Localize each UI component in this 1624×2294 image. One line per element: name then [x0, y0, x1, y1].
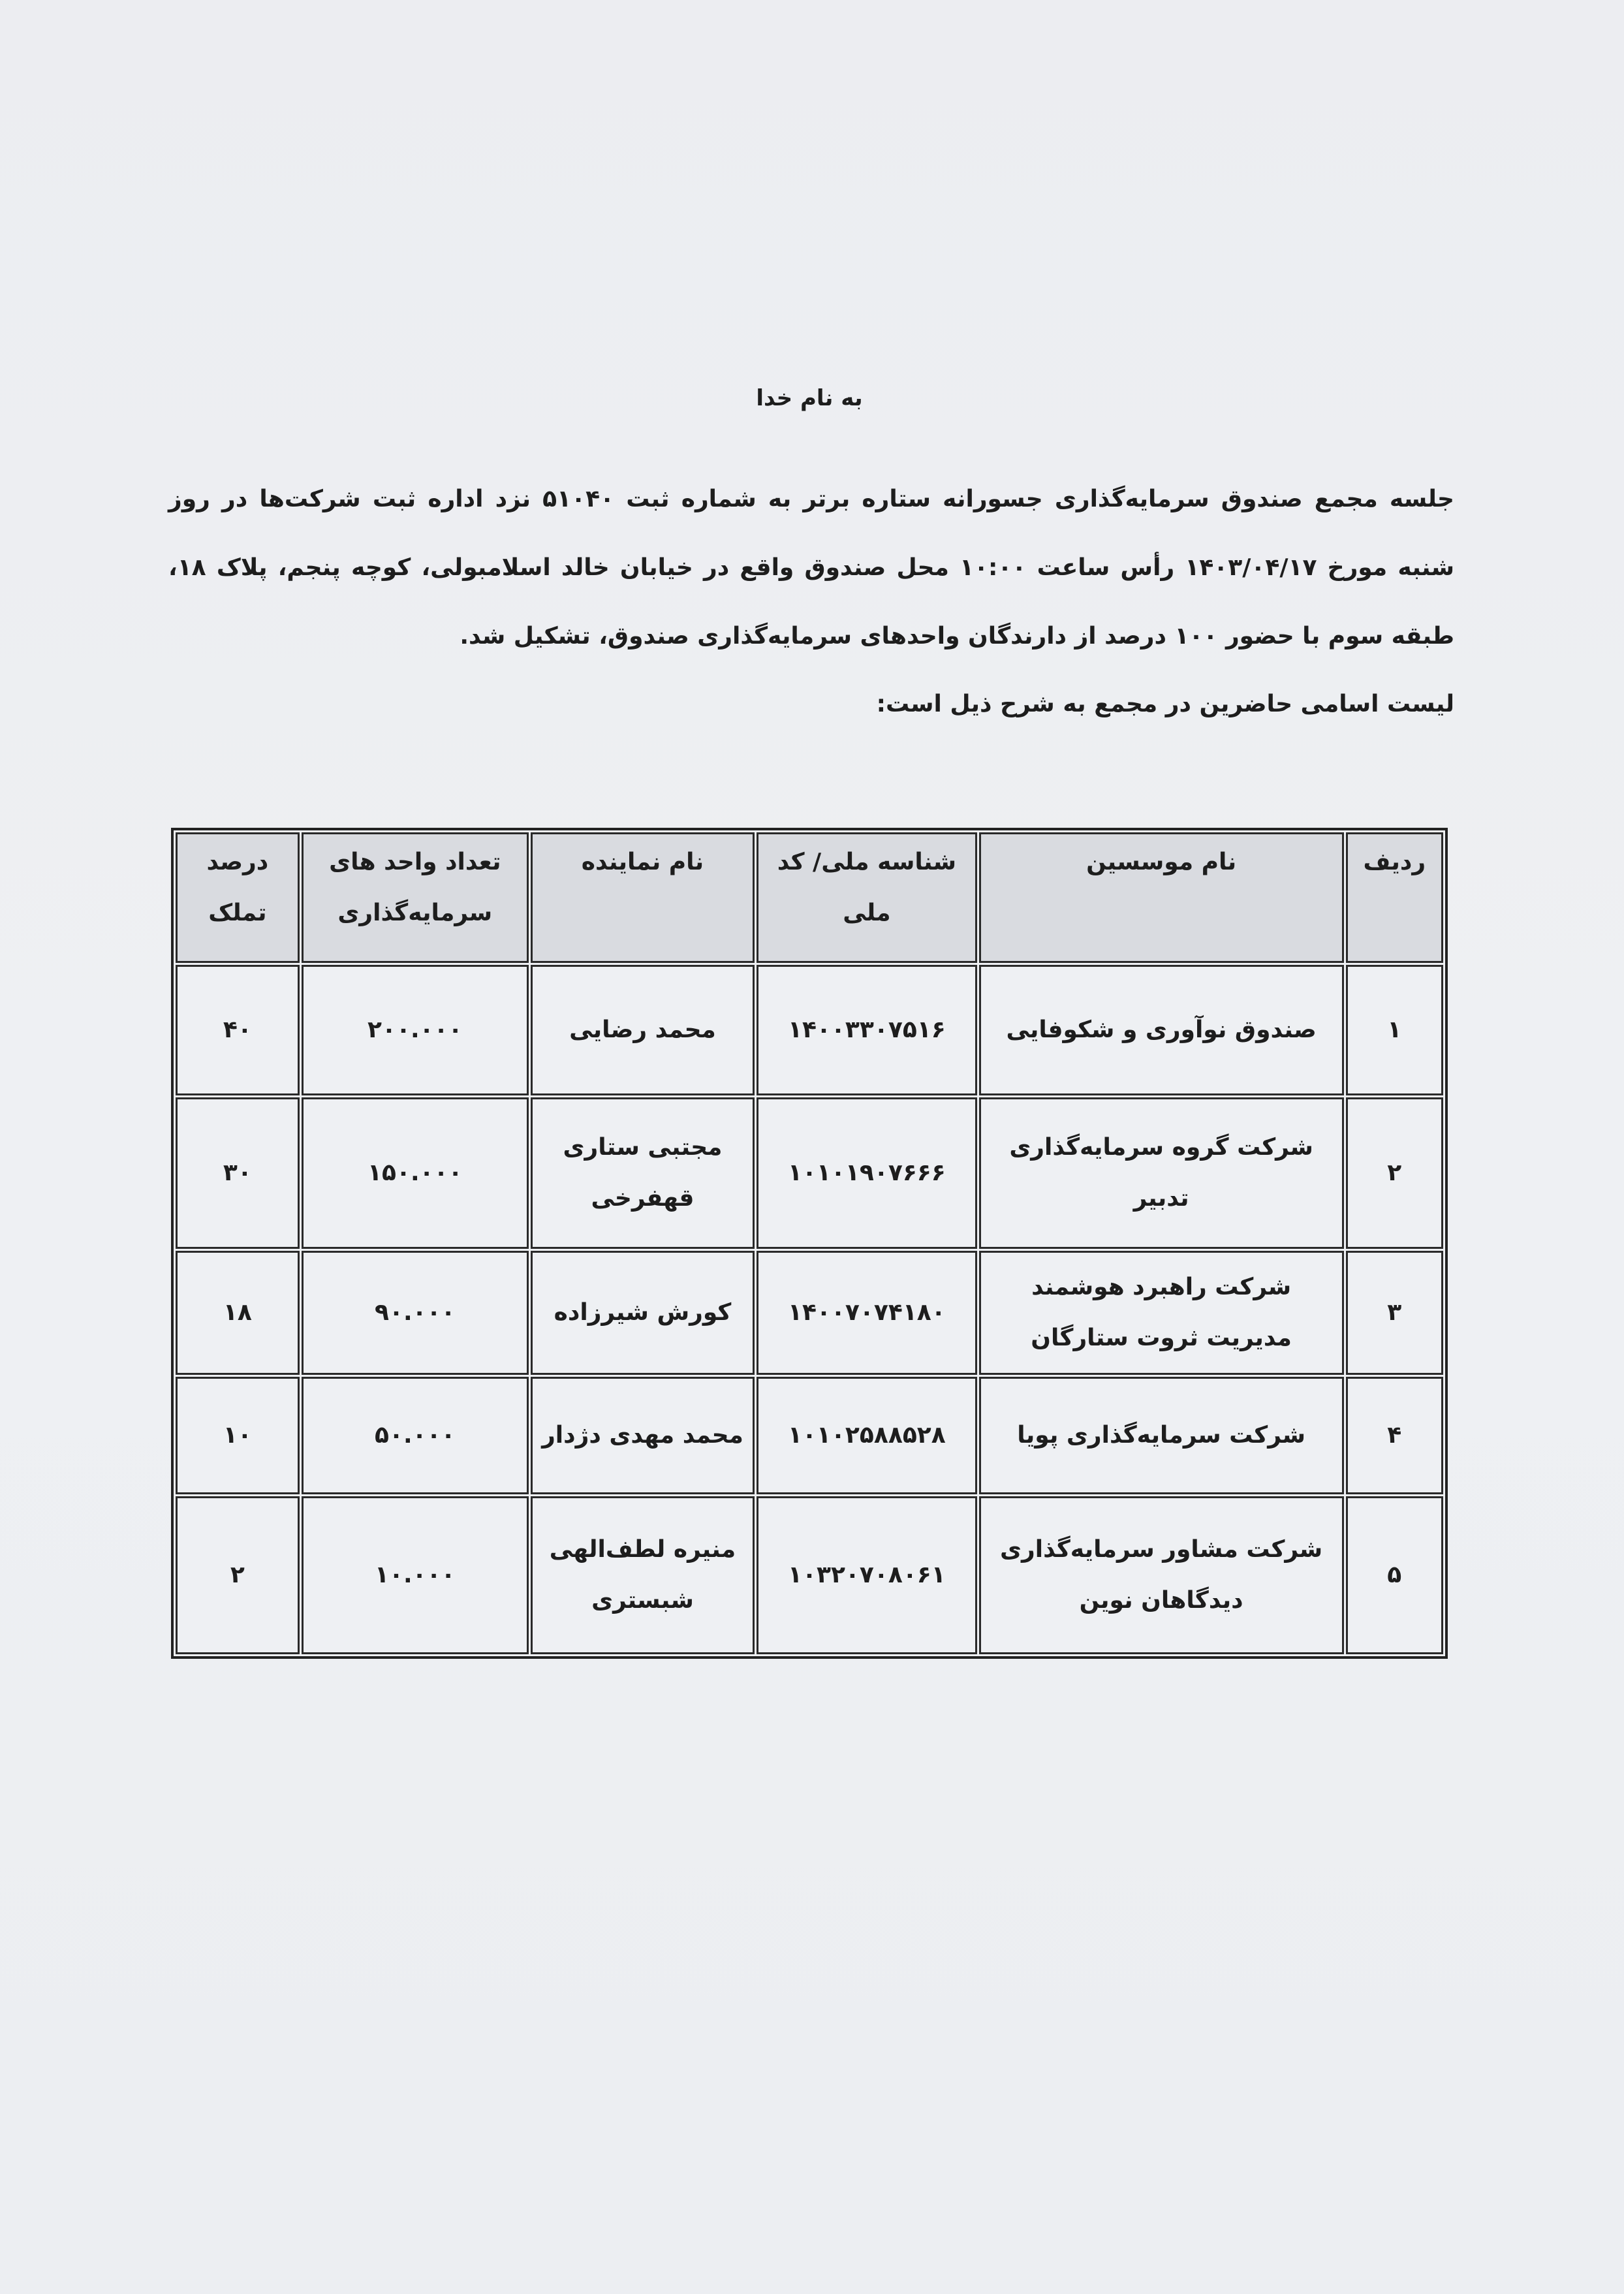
cell-national-id: ۱۰۳۲۰۷۰۸۰۶۱ — [757, 1496, 977, 1654]
cell-name: شرکت سرمایه‌گذاری پویا — [979, 1377, 1344, 1494]
table-row — [176, 1097, 1443, 1249]
table-row — [176, 1377, 1443, 1494]
cell-percent: ۳۰ — [176, 1097, 300, 1249]
header-percent: درصد تملک — [176, 832, 300, 963]
attendees-list-intro: لیست اسامی حاضرین در مجمع به شرح ذیل است: — [876, 691, 1454, 717]
cell-percent: ۱۸ — [176, 1251, 300, 1375]
cell-idx: ۴ — [1346, 1377, 1443, 1494]
header-representative: نام نماینده — [531, 832, 755, 963]
table-header-row — [176, 832, 1443, 963]
cell-name: شرکت گروه سرمایه‌گذاری تدبیر — [979, 1097, 1344, 1249]
cell-representative: محمد رضایی — [531, 965, 755, 1095]
cell-percent: ۱۰ — [176, 1377, 300, 1494]
cell-units: ۵۰.۰۰۰ — [302, 1377, 529, 1494]
cell-national-id: ۱۰۱۰۲۵۸۸۵۲۸ — [757, 1377, 977, 1494]
table-row — [176, 1496, 1443, 1654]
cell-percent: ۲ — [176, 1496, 300, 1654]
cell-units: ۲۰۰.۰۰۰ — [302, 965, 529, 1095]
attendees-table — [171, 828, 1448, 1659]
cell-percent: ۴۰ — [176, 965, 300, 1095]
cell-units: ۱۵۰.۰۰۰ — [302, 1097, 529, 1249]
cell-units: ۱۰.۰۰۰ — [302, 1496, 529, 1654]
cell-units: ۹۰.۰۰۰ — [302, 1251, 529, 1375]
cell-idx: ۵ — [1346, 1496, 1443, 1654]
document-heading: به نام خدا — [756, 385, 863, 411]
header-units: تعداد واحد های سرمایه‌گذاری — [302, 832, 529, 963]
table-row — [176, 1251, 1443, 1375]
header-name: نام موسسین — [979, 832, 1344, 963]
header-idx: ردیف — [1346, 832, 1443, 963]
cell-representative: مجتبی ستاری قهفرخی — [531, 1097, 755, 1249]
cell-name: شرکت راهبرد هوشمند مدیریت ثروت ستارگان — [979, 1251, 1344, 1375]
cell-national-id: ۱۰۱۰۱۹۰۷۶۶۶ — [757, 1097, 977, 1249]
cell-idx: ۳ — [1346, 1251, 1443, 1375]
cell-representative: منیره لطف‌الهی شبستری — [531, 1496, 755, 1654]
cell-name: صندوق نوآوری و شکوفایی — [979, 965, 1344, 1095]
cell-idx: ۲ — [1346, 1097, 1443, 1249]
cell-representative: کورش شیرزاده — [531, 1251, 755, 1375]
header-national-id: شناسه ملی/ کد ملی — [757, 832, 977, 963]
cell-idx: ۱ — [1346, 965, 1443, 1095]
meeting-paragraph: جلسه مجمع صندوق سرمایه‌گذاری جسورانه ستاره برتر به شماره ثبت ۵۱۰۴۰ نزد اداره ثبت شرکت‌ها در روز شنبه مورخ ۱۴۰۳/۰۴/۱۷ رأس ساعت ۱۰:۰۰ محل صندوق واقع در خیابان خالد اسلامبولی، کوچه پنجم، پلاک ۱۸، طبقه سوم با حضور ۱۰۰ درصد از دارندگان واحدهای سرمایه‌گذاری صندوق، تشکیل شد. — [168, 486, 1454, 650]
cell-name: شرکت مشاور سرمایه‌گذاری دیدگاهان نوین — [979, 1496, 1344, 1654]
cell-national-id: ۱۴۰۰۷۰۷۴۱۸۰ — [757, 1251, 977, 1375]
cell-representative: محمد مهدی دژدار — [531, 1377, 755, 1494]
table-row — [176, 965, 1443, 1095]
cell-national-id: ۱۴۰۰۳۳۰۷۵۱۶ — [757, 965, 977, 1095]
